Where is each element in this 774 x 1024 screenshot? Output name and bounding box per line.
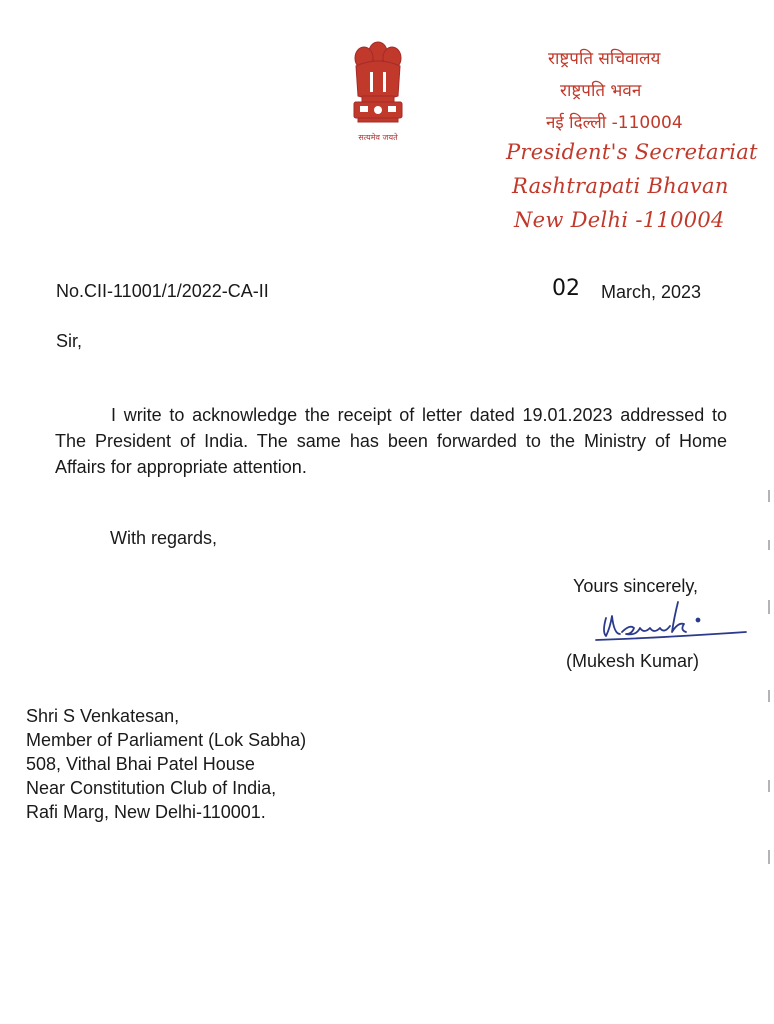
reference-number: No.CII-11001/1/2022-CA-II xyxy=(56,281,269,301)
salutation: Sir, xyxy=(56,331,83,351)
address-line: Rafi Marg, New Delhi-110001. xyxy=(26,802,266,822)
letter-body: I write to acknowledge the receipt of letter dated 19.01.2023 addressed to The President of India. The same has been forwarded to the Ministry of Home Affairs for appropriate attention. xyxy=(55,405,727,477)
scan-edge-mark xyxy=(767,480,771,880)
handwritten-date-day: 02 xyxy=(552,276,580,301)
letterhead-english-bhavan: Rashtrapati Bhavan xyxy=(512,174,729,198)
letterhead-english-secretariat: President's Secretariat xyxy=(506,140,758,164)
date-month-year: March, 2023 xyxy=(601,282,702,302)
letterhead-english-city: New Delhi -110004 xyxy=(514,208,725,232)
emblem-motto: सत्यमेव जयते xyxy=(358,133,398,142)
address-line: Shri S Venkatesan, xyxy=(26,706,180,726)
signature-icon xyxy=(566,588,750,652)
address-line: 508, Vithal Bhai Patel House xyxy=(26,754,255,774)
closing-yours-sincerely: Yours sincerely, xyxy=(573,576,699,596)
recipient-address xyxy=(26,704,306,824)
address-line: Near Constitution Club of India, xyxy=(26,778,277,798)
address-line: Member of Parliament (Lok Sabha) xyxy=(26,730,307,750)
closing-regards: With regards, xyxy=(110,528,218,548)
signer-name: (Mukesh Kumar) xyxy=(566,651,700,671)
letterhead-hindi-bhavan: राष्ट्रपति भवन xyxy=(560,81,642,101)
letterhead-hindi-city: नई दिल्ली -110004 xyxy=(546,113,683,133)
letterhead-hindi-secretariat: राष्ट्रपति सचिवालय xyxy=(548,49,661,69)
